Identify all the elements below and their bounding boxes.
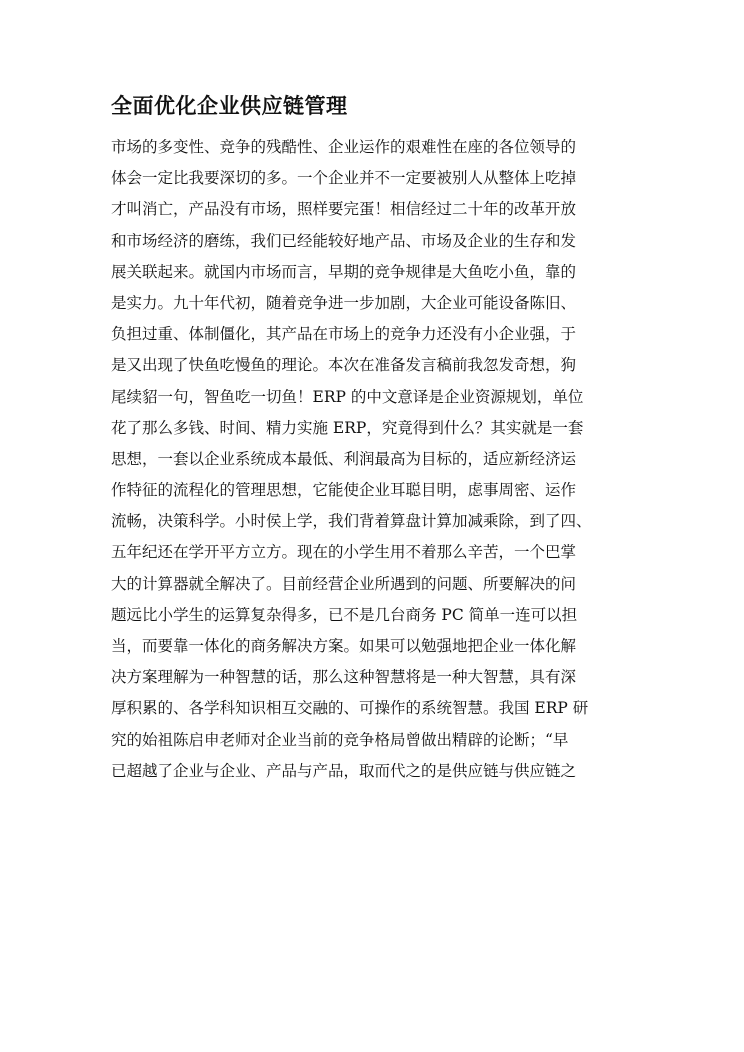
- body-line: 是实力。九十年代初，随着竞争进一步加剧，大企业可能设备陈旧、: [111, 293, 577, 312]
- body-line: 才叫消亡，产品没有市场，照样要完蛋！相信经过二十年的改革开放: [111, 200, 577, 219]
- body-line: 展关联起来。就国内市场而言，早期的竞争规律是大鱼吃小鱼，靠的: [111, 262, 577, 281]
- body-line: 负担过重、体制僵化，其产品在市场上的竞争力还没有小企业强，于: [111, 325, 577, 344]
- body-text: [111, 132, 631, 787]
- body-line: 和市场经济的磨练，我们已经能较好地产品、市场及企业的生存和发: [111, 231, 577, 250]
- body-line: 五年纪还在学开平方立方。现在的小学生用不着那么辛苦，一个巴掌: [111, 543, 577, 562]
- body-line: 当，而要靠一体化的商务解决方案。如果可以勉强地把企业一体化解: [111, 637, 577, 655]
- body-line: 流畅，决策科学。小时侯上学，我们背着算盘计算加减乘除，到了四、: [111, 512, 592, 531]
- body-line: 思想，一套以企业系统成本最低、利润最高为目标的，适应新经济运: [111, 449, 577, 468]
- body-line: 体会一定比我要深切的多。一个企业并不一定要被别人从整体上吃掉: [111, 169, 577, 188]
- body-line: 已超越了企业与企业、产品与产品，取而代之的是供应链与供应链之: [111, 761, 577, 780]
- body-line: 题远比小学生的运算复杂得多，已不是几台商务 PC 简单一连可以担: [111, 605, 578, 624]
- body-line: 厚积累的、各学科知识相互交融的、可操作的系统智慧。我国 ERP 研: [111, 699, 589, 718]
- body-line: 尾续貂一句，智鱼吃一切鱼！ERP 的中文意译是企业资源规划，单位: [111, 387, 584, 406]
- body-line: 是又出现了快鱼吃慢鱼的理论。本次在准备发言稿前我忽发奇想，狗: [111, 356, 577, 375]
- body-line: 决方案理解为一种智慧的话，那么这种智慧将是一种大智慧，具有深: [111, 668, 577, 687]
- body-line: 作特征的流程化的管理思想，它能使企业耳聪目明，虑事周密、运作: [111, 481, 577, 500]
- document-title: 全面优化企业供应链管理: [111, 94, 348, 118]
- body-line: 花了那么多钱、时间、精力实施 ERP，究竟得到什么？其实就是一套: [111, 418, 584, 437]
- body-line: 究的始祖陈启申老师对企业当前的竞争格局曾做出精辟的论断；“早: [111, 730, 569, 749]
- body-line: 市场的多变性、竞争的残酷性、企业运作的艰难性在座的各位领导的: [111, 138, 577, 156]
- body-line: 大的计算器就全解决了。目前经营企业所遇到的问题、所要解决的问: [111, 574, 577, 593]
